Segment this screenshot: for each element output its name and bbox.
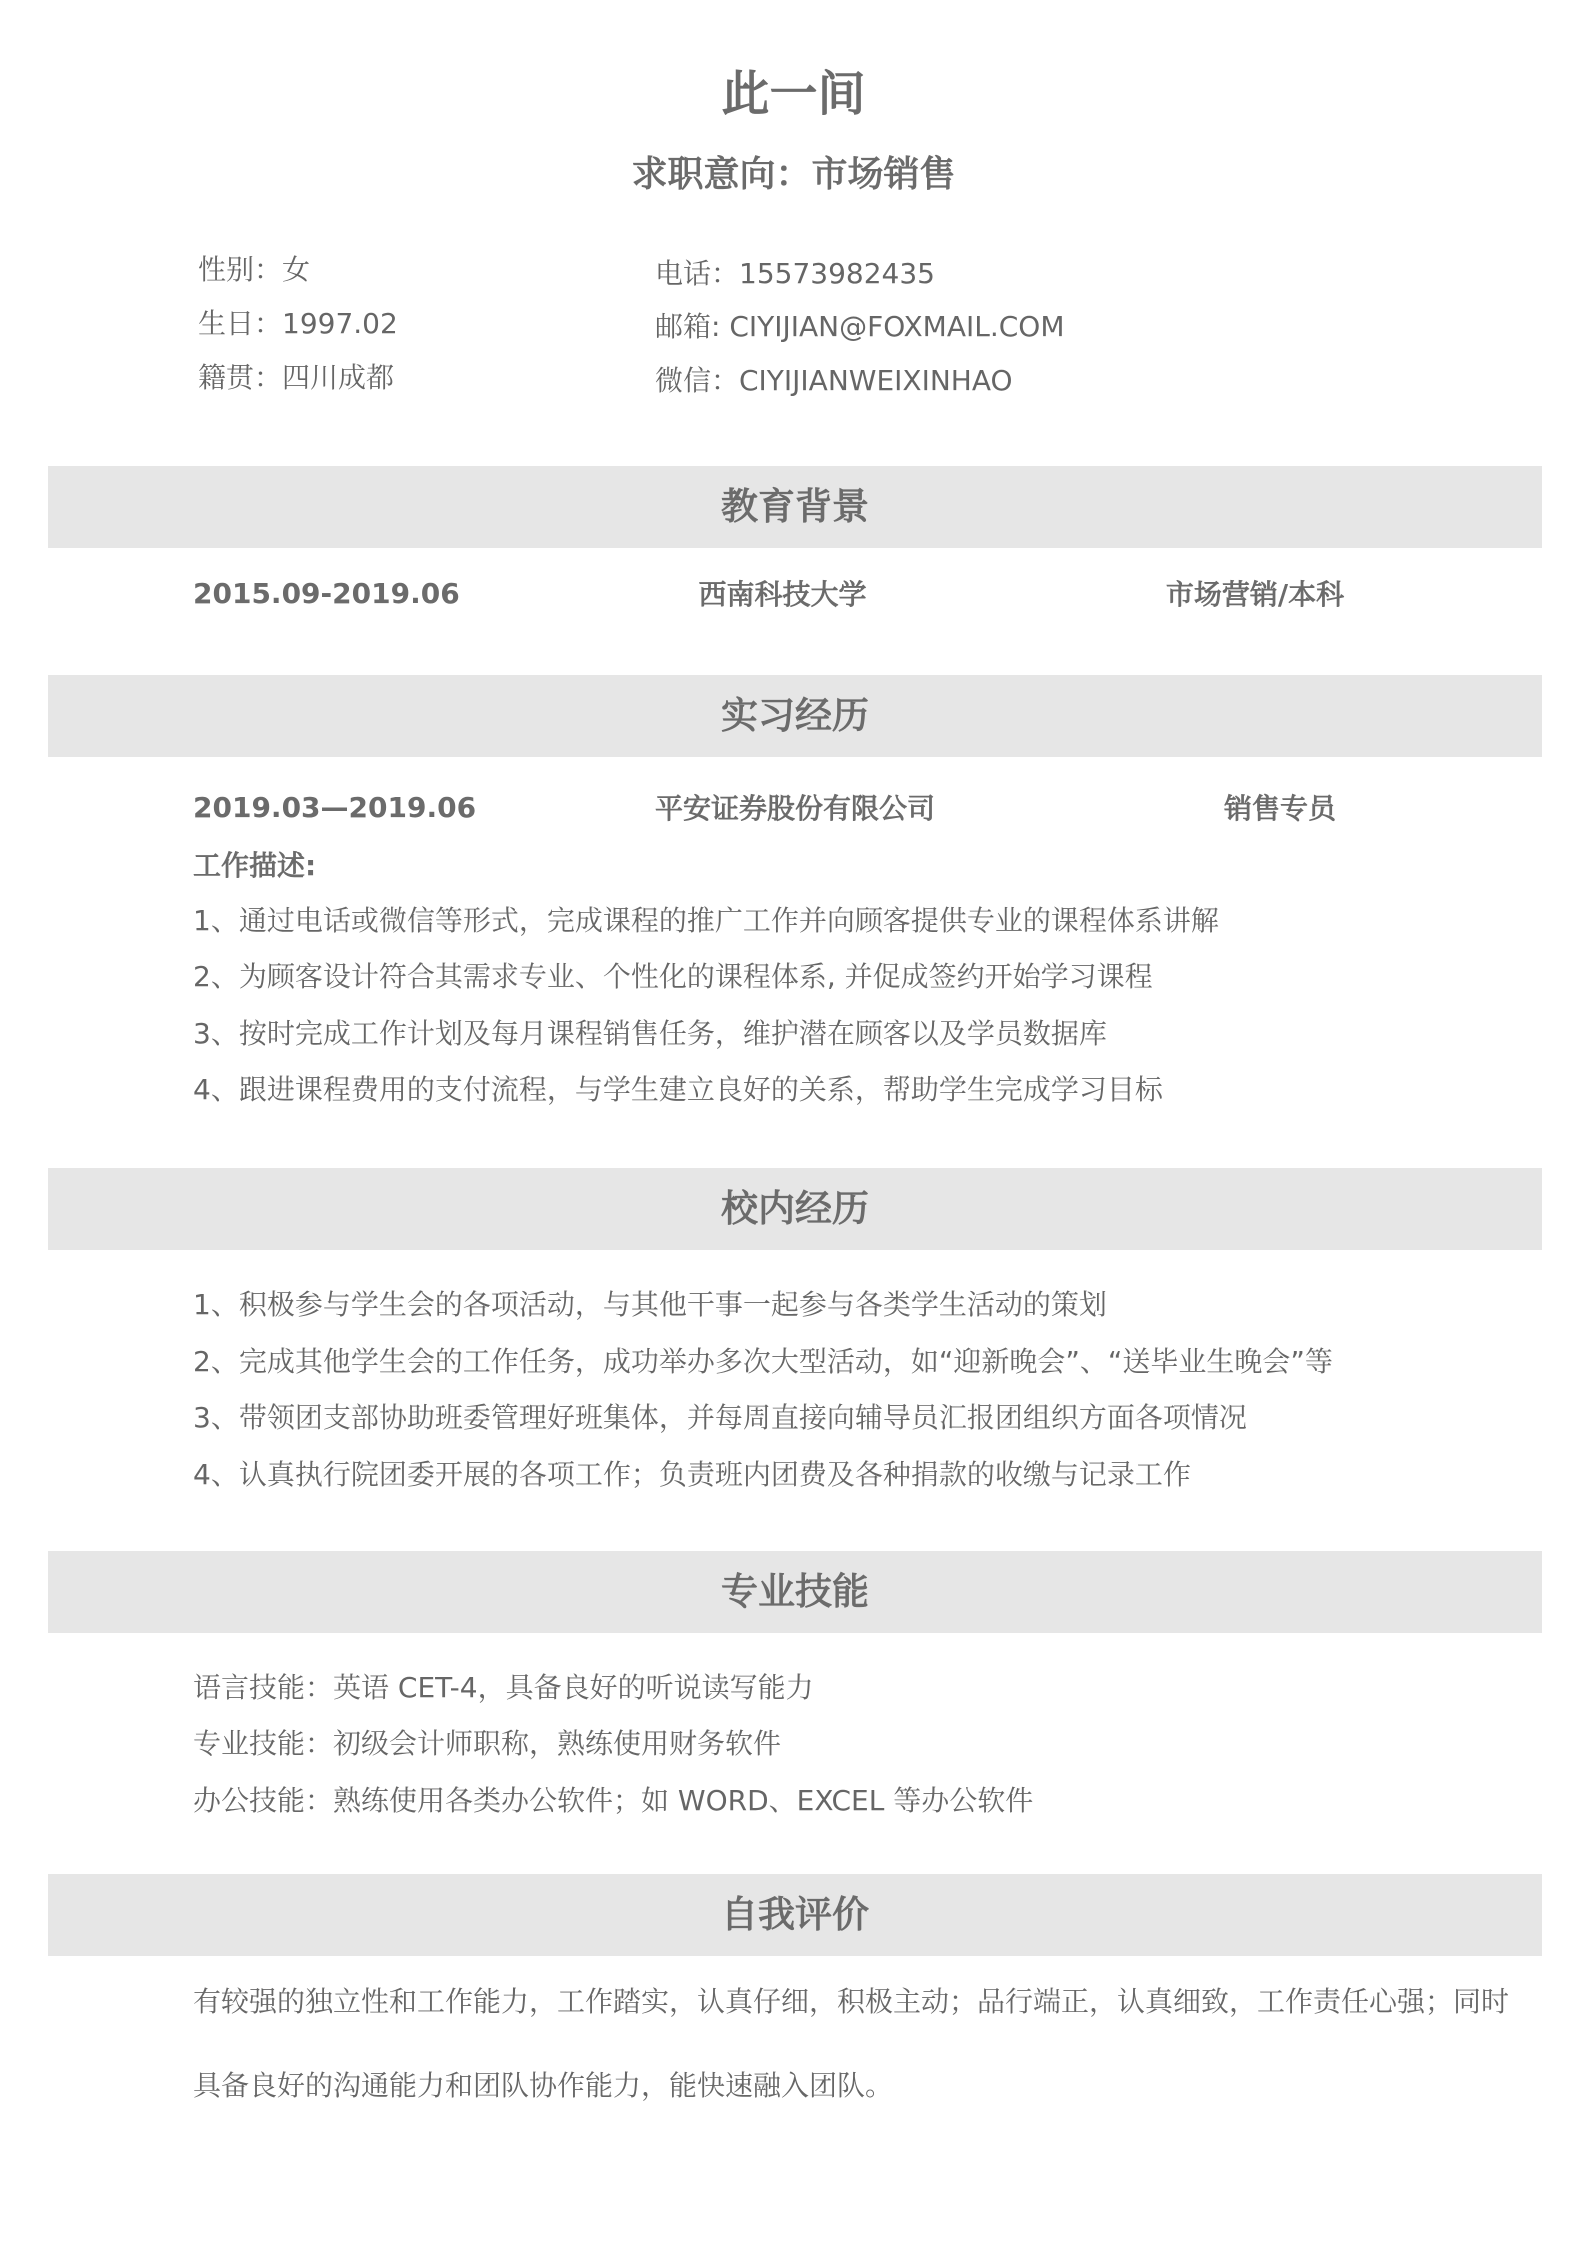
info-gender: 性别：女	[198, 253, 311, 286]
internship-period: 2019.03—2019.06	[193, 791, 477, 824]
internship-item: 4、跟进课程费用的支付流程，与学生建立良好的关系，帮助学生完成学习目标	[193, 1073, 1163, 1106]
internship-role: 销售专员	[1223, 792, 1336, 825]
skill-item: 专业技能：初级会计师职称，熟练使用财务软件	[193, 1727, 782, 1760]
info-phone: 电话：15573982435	[655, 257, 935, 290]
internship-desc-label: 工作描述:	[193, 849, 317, 882]
section-internship-title: 实习经历	[48, 675, 1542, 757]
campus-item: 4、认真执行院团委开展的各项工作；负责班内团费及各种捐款的收缴与记录工作	[193, 1458, 1191, 1491]
section-skills-title: 专业技能	[48, 1551, 1542, 1633]
education-major: 市场营销/本科	[1165, 578, 1345, 611]
info-hometown: 籍贯：四川成都	[198, 361, 395, 394]
self-eval-line: 有较强的独立性和工作能力，工作踏实，认真仔细，积极主动；品行端正，认真细致，工作责任心强；同时	[193, 1985, 1510, 2018]
internship-item: 1、通过电话或微信等形式，完成课程的推广工作并向顾客提供专业的课程体系讲解	[193, 904, 1219, 937]
section-campus-title: 校内经历	[48, 1168, 1542, 1250]
campus-item: 2、完成其他学生会的工作任务，成功举办多次大型活动，如“迎新晚会”、“送毕业生晚会”等	[193, 1345, 1333, 1378]
info-wechat: 微信：CIYIJIANWEIXINHAO	[655, 364, 1013, 397]
resume-name: 此一间	[721, 66, 866, 122]
info-email: 邮箱: CIYIJIAN@FOXMAIL.COM	[655, 310, 1065, 343]
internship-company: 平安证券股份有限公司	[654, 792, 935, 825]
self-eval-line: 具备良好的沟通能力和团队协作能力，能快速融入团队。	[193, 2069, 894, 2102]
skill-item: 语言技能：英语 CET-4，具备良好的听说读写能力	[193, 1671, 814, 1704]
info-birth: 生日：1997.02	[198, 307, 398, 340]
education-school: 西南科技大学	[698, 578, 867, 611]
campus-item: 3、带领团支部协助班委管理好班集体，并每周直接向辅导员汇报团组织方面各项情况	[193, 1401, 1247, 1434]
section-self-title: 自我评价	[48, 1874, 1542, 1956]
internship-item: 2、为顾客设计符合其需求专业、个性化的课程体系, 并促成签约开始学习课程	[193, 960, 1153, 993]
section-education-title: 教育背景	[48, 466, 1542, 548]
education-period: 2015.09-2019.06	[193, 577, 460, 610]
job-objective: 求职意向：市场销售	[631, 154, 956, 195]
skill-item: 办公技能：熟练使用各类办公软件；如 WORD、EXCEL 等办公软件	[193, 1784, 1034, 1817]
campus-item: 1、积极参与学生会的各项活动，与其他干事一起参与各类学生活动的策划	[193, 1288, 1107, 1321]
internship-item: 3、按时完成工作计划及每月课程销售任务，维护潜在顾客以及学员数据库	[193, 1017, 1107, 1050]
